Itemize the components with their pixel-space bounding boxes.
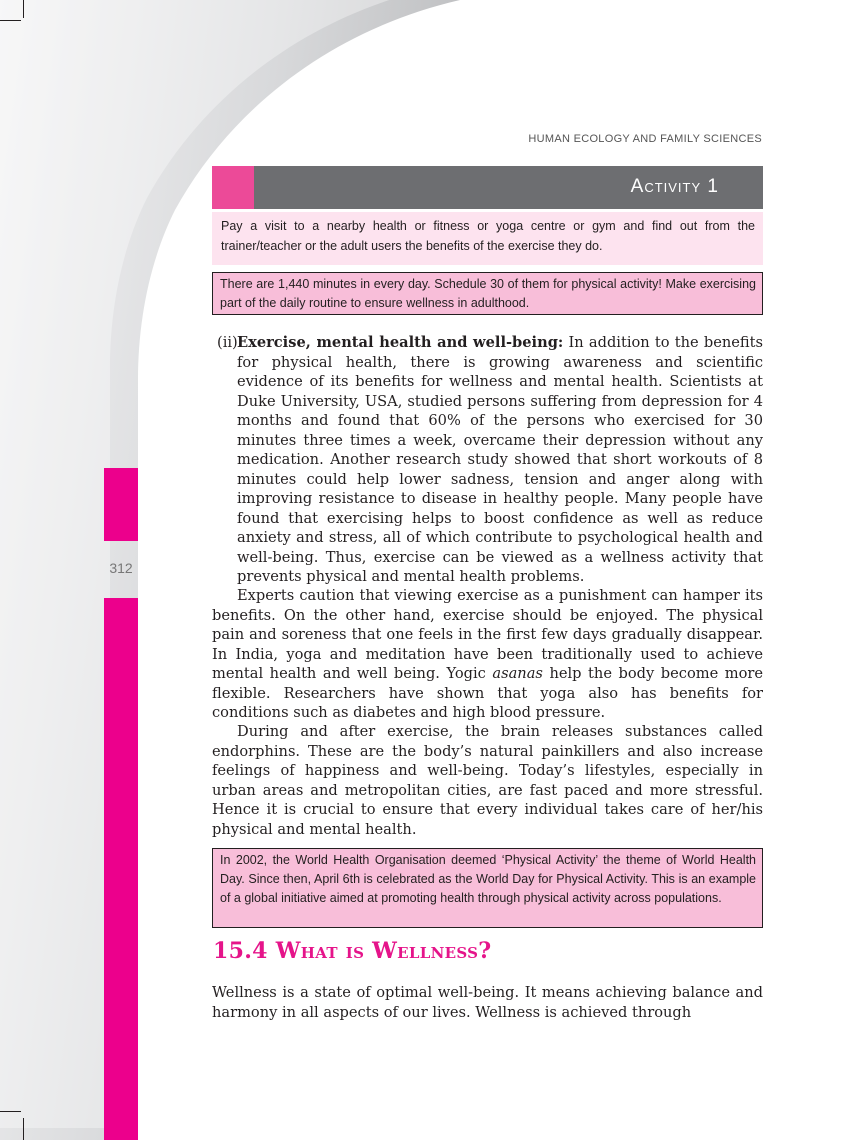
activity-header-bar (212, 166, 763, 209)
activity-text: Pay a visit to a nearby health or fitness or yoga centre or gym and find out from the trainer/teacher or the adult users the benefits of the exercise they do. (212, 212, 763, 265)
list-item-heading: Exercise, mental health and well-being: (237, 334, 564, 351)
italic-term-asanas: asanas (492, 665, 543, 682)
list-item-text: In addition to the benefits for physical health, there is growing awareness and scientific evidence of its benefits for wellness and mental health. Scientists at Duke University, USA, studied persons suffering from depression for 4 months and found that 60% of the persons who exercised for 30 minutes three times a week, overcame their depression without any medication. Another research study showed that short workouts of 8 minutes could help lower sadness, tension and anger along with improving resistance to disease in healthy people. Many people have found that exercising helps to boost confidence as well as reduce anxiety and stress, all of which contribute to psychological health and well-being. Thus, exercise can be viewed as a wellness activity that prevents physical and mental health problems. (237, 334, 763, 585)
side-margin-bar (104, 468, 138, 541)
crop-mark (0, 20, 21, 21)
note-box-who: In 2002, the World Health Organisation deemed ‘Physical Activity’ the theme of World Health Day. Since then, April 6th is celebrated as the World Day for Physical Activity. This is an example of a global initiative aimed at promoting health through physical activity across populations. (212, 848, 763, 928)
running-header: HUMAN ECOLOGY AND FAMILY SCIENCES (528, 133, 762, 145)
paragraph-wellness-definition: Wellness is a state of optimal well-being. It means achieving balance and harmony in all aspects of our lives. Wellness is achieved through (212, 984, 763, 1021)
list-item-ii (212, 333, 763, 587)
crop-mark (23, 1118, 24, 1140)
side-margin-bar (104, 598, 138, 1140)
section-heading: 15.4 What is Wellness? (213, 938, 492, 964)
activity-title: Activity 1 (630, 176, 719, 197)
list-item-label: (ii) (217, 334, 238, 351)
paragraph-text: Experts caution that viewing exercise as a punishment can hamper its benefits. On the other hand, exercise should be enjoyed. The physical pain and soreness that one feels in the first few days gradually disappear. In India, yoga and meditation have been traditionally used to achieve mental health and well being. Yogic (212, 587, 763, 682)
paragraph-endorphins: During and after exercise, the brain releases substances called endorphins. These are the body’s natural painkillers and also increase feelings of happiness and well-being. Today’s lifestyles, especially in urban areas and metropolitan cities, are fast paced and more stressful. Hence it is crucial to ensure that every individual takes care of her/his physical and mental health. (212, 723, 763, 838)
paragraph-experts-caution (212, 586, 763, 723)
crop-mark (23, 0, 24, 18)
paragraph-text: help the body become more flexible. Researchers have shown that yoga also has benefits for conditions such as diabetes and high blood pressure. (212, 665, 763, 721)
page-number: 312 (109, 560, 133, 576)
note-box-minutes: There are 1,440 minutes in every day. Schedule 30 of them for physical activity! Make exercising part of the daily routine to ensure wellness in adulthood. (212, 272, 763, 315)
crop-mark (0, 1111, 21, 1112)
activity-accent-block (212, 166, 254, 209)
